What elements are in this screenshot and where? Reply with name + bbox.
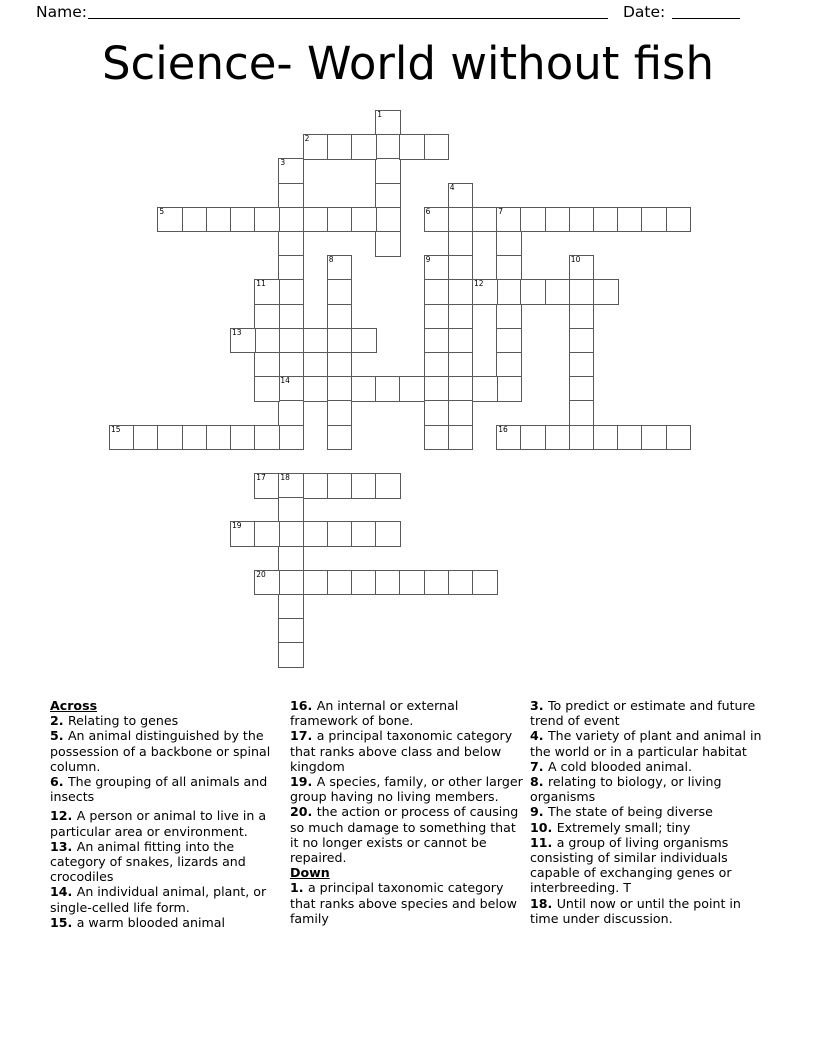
grid-cell[interactable] bbox=[254, 352, 280, 378]
grid-cell[interactable] bbox=[375, 570, 401, 596]
grid-cell[interactable] bbox=[424, 328, 450, 354]
clue-down-3 bbox=[530, 698, 772, 728]
grid-cell[interactable] bbox=[351, 134, 377, 160]
clue-across-13 bbox=[50, 839, 288, 885]
grid-cell[interactable] bbox=[424, 376, 450, 402]
down-heading: Down bbox=[290, 865, 330, 881]
grid-cell[interactable] bbox=[278, 521, 304, 547]
grid-cell[interactable] bbox=[569, 207, 595, 233]
grid-cell[interactable] bbox=[520, 425, 546, 451]
grid-cell[interactable] bbox=[254, 304, 280, 330]
clue-across-15 bbox=[50, 915, 288, 930]
grid-cell[interactable] bbox=[375, 473, 401, 499]
grid-cell[interactable] bbox=[278, 376, 304, 402]
across-heading: Across bbox=[50, 698, 98, 713]
grid-cell[interactable] bbox=[496, 255, 522, 281]
grid-cell[interactable] bbox=[472, 376, 498, 402]
grid-cell[interactable] bbox=[254, 570, 280, 596]
grid-cell[interactable] bbox=[520, 207, 546, 233]
clue-text: An animal distinguished by the possession of a backbone or spinal column. bbox=[50, 728, 271, 774]
grid-cell[interactable] bbox=[303, 376, 329, 402]
grid-cell[interactable] bbox=[399, 570, 425, 596]
clue-down-11 bbox=[530, 835, 772, 896]
clue-across-6 bbox=[50, 774, 288, 804]
grid-cell[interactable] bbox=[399, 134, 425, 160]
clue-across-2 bbox=[50, 713, 288, 728]
grid-cell[interactable] bbox=[109, 425, 135, 451]
grid-cell[interactable] bbox=[496, 328, 522, 354]
grid-cell[interactable] bbox=[254, 279, 280, 305]
grid-cell[interactable] bbox=[327, 328, 353, 354]
grid-cell[interactable] bbox=[182, 425, 208, 451]
clue-down-4 bbox=[530, 728, 772, 758]
grid-cell[interactable] bbox=[545, 279, 571, 305]
clue-text: a principal taxonomic category that ranks above class and below kingdom bbox=[290, 728, 513, 774]
grid-cell[interactable] bbox=[448, 400, 474, 426]
cell-number: 15 bbox=[111, 424, 121, 434]
grid-cell[interactable] bbox=[593, 207, 619, 233]
grid-cell[interactable] bbox=[230, 328, 256, 354]
grid-cell[interactable] bbox=[278, 255, 304, 281]
clue-number: 4. bbox=[530, 728, 548, 744]
grid-cell[interactable] bbox=[448, 279, 474, 305]
clue-number: 1. bbox=[290, 880, 308, 896]
grid-cell[interactable] bbox=[375, 521, 401, 547]
clue-text: Until now or until the point in time under discussion. bbox=[530, 895, 741, 926]
cell-number: 17 bbox=[256, 473, 266, 482]
grid-cell[interactable] bbox=[496, 376, 522, 402]
grid-cell[interactable] bbox=[351, 473, 377, 499]
clue-number: 13. bbox=[50, 838, 77, 854]
grid-cell[interactable] bbox=[157, 425, 183, 451]
clue-across-17 bbox=[290, 728, 528, 774]
clue-text: The state of being diverse bbox=[547, 804, 713, 820]
grid-cell[interactable] bbox=[424, 304, 450, 330]
grid-cell[interactable] bbox=[278, 497, 304, 523]
grid-cell[interactable] bbox=[666, 207, 692, 233]
grid-cell[interactable] bbox=[278, 183, 304, 209]
clue-text: The grouping of all animals and insects bbox=[50, 774, 268, 805]
grid-cell[interactable] bbox=[278, 352, 304, 378]
clue-number: 12. bbox=[50, 808, 77, 824]
grid-cell[interactable] bbox=[303, 570, 329, 596]
grid-cell[interactable] bbox=[472, 207, 498, 233]
clue-across-14 bbox=[50, 884, 288, 914]
grid-cell[interactable] bbox=[230, 425, 256, 451]
clue-across-16 bbox=[290, 698, 528, 728]
cell-number: 20 bbox=[256, 569, 266, 579]
grid-cell[interactable] bbox=[424, 255, 450, 281]
grid-cell[interactable] bbox=[327, 279, 353, 305]
grid-cell[interactable] bbox=[375, 134, 401, 160]
grid-cell[interactable] bbox=[448, 570, 474, 596]
grid-cell[interactable] bbox=[375, 183, 401, 209]
clue-across-20 bbox=[290, 804, 528, 865]
grid-cell[interactable] bbox=[278, 546, 304, 572]
clue-text: A person or animal to live in a particular area or environment. bbox=[50, 808, 267, 839]
grid-cell[interactable] bbox=[278, 642, 304, 668]
cell-number: 6 bbox=[425, 206, 431, 216]
grid-cell[interactable] bbox=[496, 304, 522, 330]
grid-cell[interactable] bbox=[254, 207, 280, 233]
clue-number: 2. bbox=[50, 713, 68, 729]
grid-cell[interactable] bbox=[569, 376, 595, 402]
grid-cell[interactable] bbox=[472, 570, 498, 596]
cell-number: 7 bbox=[498, 206, 503, 216]
grid-cell[interactable] bbox=[327, 255, 353, 281]
clue-across-12 bbox=[50, 808, 288, 838]
clue-number: 5. bbox=[50, 728, 68, 744]
grid-cell[interactable] bbox=[327, 207, 353, 233]
grid-cell[interactable] bbox=[375, 207, 401, 233]
grid-cell[interactable] bbox=[569, 400, 595, 426]
grid-cell[interactable] bbox=[327, 376, 353, 402]
grid-cell[interactable] bbox=[351, 207, 377, 233]
grid-cell[interactable] bbox=[327, 473, 353, 499]
grid-cell[interactable] bbox=[424, 279, 450, 305]
grid-cell[interactable] bbox=[327, 425, 353, 451]
clue-number: 18. bbox=[530, 895, 557, 911]
grid-cell[interactable] bbox=[424, 352, 450, 378]
clue-text: the action or process of causing so much damage to something that it no longer exists or cannot be repaired. bbox=[290, 804, 519, 866]
grid-cell[interactable] bbox=[327, 521, 353, 547]
clue-down-18 bbox=[530, 896, 772, 926]
clue-number: 3. bbox=[530, 698, 548, 713]
clue-text: A species, family, or other larger group having no living members. bbox=[290, 774, 523, 805]
grid-cell[interactable] bbox=[424, 570, 450, 596]
grid-cell[interactable] bbox=[278, 328, 304, 354]
grid-cell[interactable] bbox=[375, 231, 401, 257]
clue-number: 6. bbox=[50, 774, 68, 790]
grid-cell[interactable] bbox=[303, 473, 329, 499]
clue-down-8 bbox=[530, 774, 772, 804]
name-write-line[interactable] bbox=[88, 18, 608, 19]
grid-cell[interactable] bbox=[327, 352, 353, 378]
grid-cell[interactable] bbox=[206, 207, 232, 233]
cell-number: 10 bbox=[570, 255, 581, 265]
grid-cell[interactable] bbox=[448, 207, 474, 233]
grid-cell[interactable] bbox=[496, 425, 522, 451]
grid-cell[interactable] bbox=[303, 134, 329, 160]
cell-number: 9 bbox=[425, 255, 431, 265]
grid-cell[interactable] bbox=[254, 328, 280, 354]
grid-cell[interactable] bbox=[569, 255, 595, 281]
grid-cell[interactable] bbox=[448, 352, 474, 378]
grid-cell[interactable] bbox=[375, 110, 401, 136]
grid-cell[interactable] bbox=[593, 425, 619, 451]
grid-cell[interactable] bbox=[424, 400, 450, 426]
grid-cell[interactable] bbox=[254, 521, 280, 547]
grid-cell[interactable] bbox=[448, 183, 474, 209]
grid-cell[interactable] bbox=[593, 279, 619, 305]
grid-cell[interactable] bbox=[254, 473, 280, 499]
grid-cell[interactable] bbox=[545, 425, 571, 451]
grid-cell[interactable] bbox=[496, 231, 522, 257]
clue-number: 10. bbox=[530, 819, 557, 835]
clue-number: 20. bbox=[290, 804, 317, 820]
clue-text: a principal taxonomic category that ranks above species and below family bbox=[290, 880, 517, 926]
grid-cell[interactable] bbox=[303, 521, 329, 547]
clue-across-19 bbox=[290, 774, 528, 804]
clue-text: An internal or external framework of bone. bbox=[290, 698, 459, 729]
clue-text: a group of living organisms consisting of similar individuals capable of exchanging genes or interbreeding. T bbox=[530, 834, 732, 896]
grid-cell[interactable] bbox=[254, 425, 280, 451]
grid-cell[interactable] bbox=[327, 400, 353, 426]
clue-text: Relating to genes bbox=[67, 713, 179, 729]
grid-cell[interactable] bbox=[278, 618, 304, 644]
cell-number: 16 bbox=[498, 424, 508, 434]
grid-cell[interactable] bbox=[448, 328, 474, 354]
grid-cell[interactable] bbox=[278, 425, 304, 451]
grid-cell[interactable] bbox=[351, 521, 377, 547]
grid-cell[interactable] bbox=[327, 570, 353, 596]
clue-number: 14. bbox=[50, 884, 77, 900]
grid-cell[interactable] bbox=[254, 376, 280, 402]
date-write-line[interactable] bbox=[672, 18, 740, 19]
clue-down-7 bbox=[530, 759, 772, 774]
cell-number: 4 bbox=[449, 182, 455, 192]
clue-number: 15. bbox=[50, 914, 77, 930]
cell-number: 1 bbox=[377, 110, 382, 119]
grid-cell[interactable] bbox=[424, 425, 450, 451]
grid-cell[interactable] bbox=[230, 521, 256, 547]
cell-number: 14 bbox=[280, 376, 290, 386]
clue-text: relating to biology, or living organisms bbox=[530, 774, 722, 805]
cell-number: 2 bbox=[304, 134, 310, 144]
grid-cell[interactable] bbox=[278, 570, 304, 596]
date-label: Date: bbox=[623, 3, 666, 21]
cell-number: 8 bbox=[328, 255, 334, 265]
grid-cell[interactable] bbox=[278, 158, 304, 184]
cell-number: 12 bbox=[474, 279, 484, 289]
worksheet-header bbox=[0, 0, 816, 30]
grid-cell[interactable] bbox=[278, 473, 304, 499]
cell-number: 11 bbox=[256, 279, 266, 289]
page-title: Science- World without fish bbox=[101, 37, 715, 90]
grid-cell[interactable] bbox=[157, 207, 183, 233]
grid-cell[interactable] bbox=[617, 425, 643, 451]
clue-text: An animal fitting into the category of snakes, lizards and crocodiles bbox=[50, 838, 246, 885]
clue-number: 9. bbox=[530, 804, 548, 820]
grid-cell[interactable] bbox=[303, 328, 329, 354]
grid-cell[interactable] bbox=[448, 425, 474, 451]
grid-cell[interactable] bbox=[424, 134, 450, 160]
clue-down-1 bbox=[290, 880, 528, 926]
cell-number: 19 bbox=[232, 521, 242, 531]
grid-cell[interactable] bbox=[375, 158, 401, 184]
clue-column-2 bbox=[290, 698, 528, 926]
clue-number: 7. bbox=[530, 758, 548, 774]
grid-cell[interactable] bbox=[278, 207, 304, 233]
clue-number: 17. bbox=[290, 728, 317, 744]
grid-cell[interactable] bbox=[182, 207, 208, 233]
grid-cell[interactable] bbox=[617, 207, 643, 233]
cell-number: 18 bbox=[280, 473, 290, 482]
cell-number: 5 bbox=[159, 206, 165, 216]
grid-cell[interactable] bbox=[327, 134, 353, 160]
clue-column-1 bbox=[50, 698, 288, 930]
name-label: Name: bbox=[36, 3, 87, 21]
grid-cell[interactable] bbox=[399, 376, 425, 402]
clue-text: a warm blooded animal bbox=[76, 914, 225, 930]
grid-cell[interactable] bbox=[569, 328, 595, 354]
grid-cell[interactable] bbox=[448, 231, 474, 257]
grid-cell[interactable] bbox=[666, 425, 692, 451]
grid-cell[interactable] bbox=[375, 376, 401, 402]
clue-number: 16. bbox=[290, 698, 317, 713]
clues-region bbox=[0, 698, 816, 998]
clue-down-10 bbox=[530, 820, 772, 835]
grid-cell[interactable] bbox=[496, 352, 522, 378]
grid-cell[interactable] bbox=[569, 352, 595, 378]
grid-cell[interactable] bbox=[496, 279, 522, 305]
grid-cell[interactable] bbox=[278, 231, 304, 257]
grid-cell[interactable] bbox=[448, 376, 474, 402]
grid-cell[interactable] bbox=[472, 279, 498, 305]
clue-down-9 bbox=[530, 804, 772, 819]
clue-column-3 bbox=[530, 698, 772, 926]
grid-cell[interactable] bbox=[278, 304, 304, 330]
grid-cell[interactable] bbox=[278, 400, 304, 426]
grid-cell[interactable] bbox=[545, 207, 571, 233]
grid-cell[interactable] bbox=[569, 279, 595, 305]
clue-number: 19. bbox=[290, 774, 317, 790]
cell-number: 13 bbox=[232, 327, 242, 337]
grid-cell[interactable] bbox=[278, 594, 304, 620]
crossword-grid[interactable] bbox=[0, 105, 816, 625]
cell-number: 3 bbox=[280, 158, 286, 168]
grid-cell[interactable] bbox=[569, 304, 595, 330]
grid-cell[interactable] bbox=[278, 279, 304, 305]
grid-cell[interactable] bbox=[351, 328, 377, 354]
grid-cell[interactable] bbox=[351, 570, 377, 596]
grid-cell[interactable] bbox=[496, 207, 522, 233]
clue-number: 8. bbox=[530, 774, 548, 790]
clue-text: A cold blooded animal. bbox=[547, 758, 693, 774]
grid-cell[interactable] bbox=[448, 304, 474, 330]
grid-cell[interactable] bbox=[520, 279, 546, 305]
grid-cell[interactable] bbox=[641, 425, 667, 451]
clue-text: To predict or estimate and future trend of event bbox=[530, 698, 756, 729]
grid-cell[interactable] bbox=[424, 207, 450, 233]
clue-across-5 bbox=[50, 728, 288, 774]
grid-cell[interactable] bbox=[569, 425, 595, 451]
grid-cell[interactable] bbox=[133, 425, 159, 451]
clue-text: The variety of plant and animal in the world or in a particular habitat bbox=[530, 728, 762, 759]
grid-cell[interactable] bbox=[448, 255, 474, 281]
clue-text: Extremely small; tiny bbox=[556, 819, 691, 835]
grid-cell[interactable] bbox=[641, 207, 667, 233]
grid-cell[interactable] bbox=[303, 207, 329, 233]
grid-cell[interactable] bbox=[351, 376, 377, 402]
clue-text: An individual animal, plant, or single-celled life form. bbox=[50, 884, 267, 915]
clue-number: 11. bbox=[530, 834, 557, 850]
grid-cell[interactable] bbox=[230, 207, 256, 233]
grid-cell[interactable] bbox=[327, 304, 353, 330]
grid-cell[interactable] bbox=[206, 425, 232, 451]
